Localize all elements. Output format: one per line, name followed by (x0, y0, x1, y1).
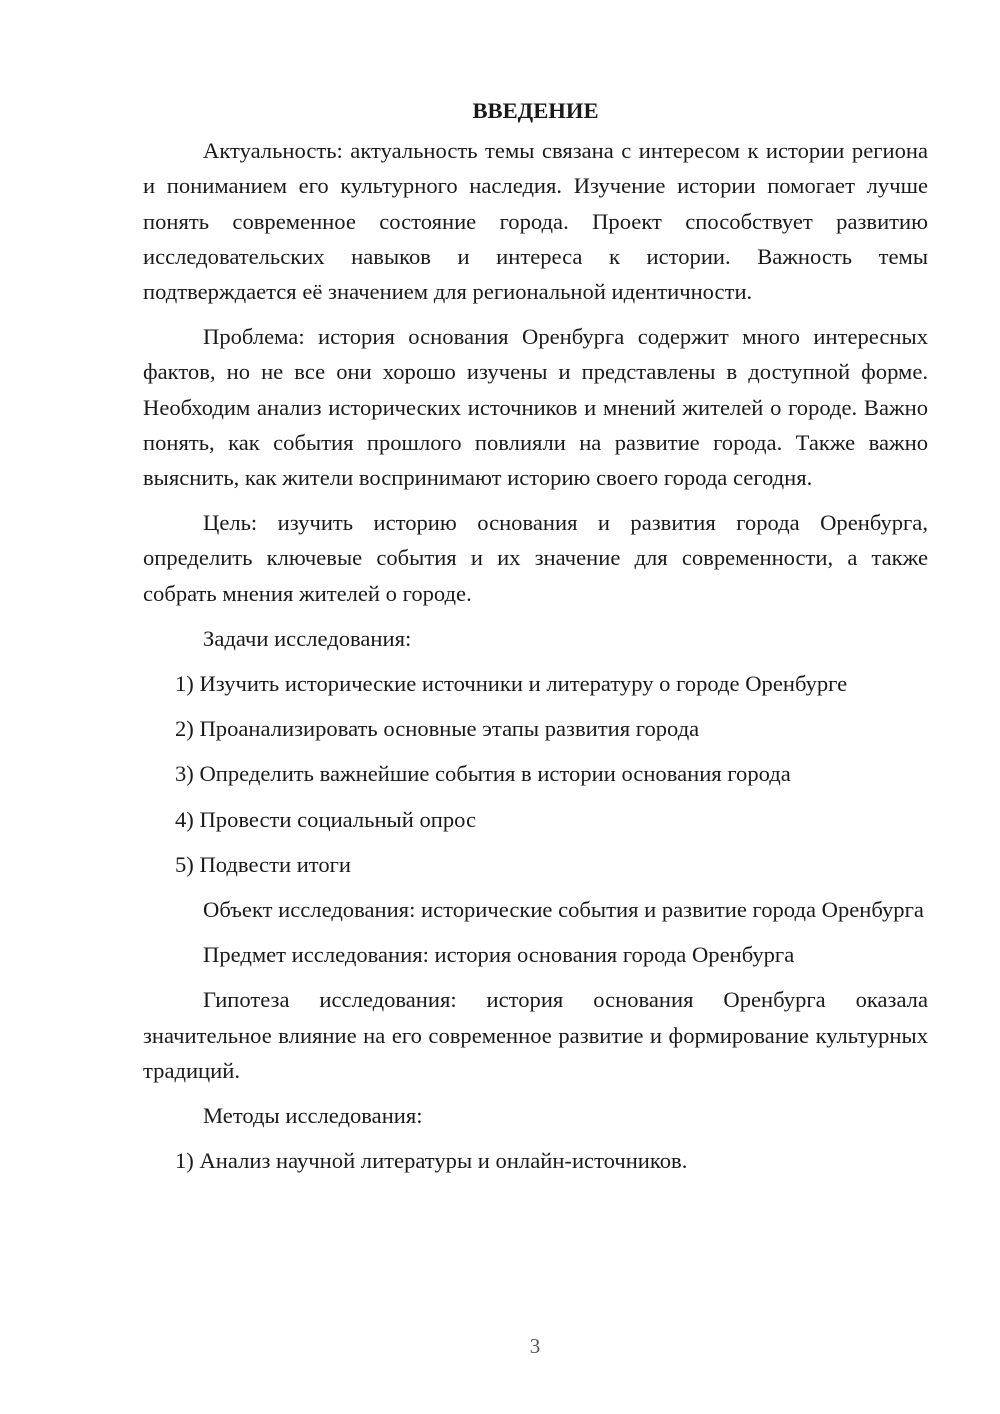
section-heading: ВВЕДЕНИЕ (472, 98, 599, 123)
subject-paragraph: Предмет исследования: история основания города Оренбурга (203, 942, 795, 968)
task-item: 4) Провести социальный опрос (175, 806, 477, 832)
method-item: 1) Анализ научной литературы и онлайн-источников. (175, 1148, 688, 1174)
task-item: 2) Проанализировать основные этапы развития города (175, 716, 700, 742)
task-item: 1) Изучить исторические источники и литературу о городе Оренбурге (175, 671, 848, 697)
object-paragraph: Объект исследования: исторические события и развитие города Оренбурга (203, 897, 924, 923)
goal-paragraph: Цель: изучить историю основания и развития города Оренбурга, определить ключевые события и их значение для современности, а также собрать мнения жителей о городе. (143, 510, 928, 606)
task-item: 5) Подвести итоги (175, 851, 352, 877)
problem-paragraph: Проблема: история основания Оренбурга содержит много интересных фактов, но не все они хорошо изучены и представлены в доступной форме. Необходим анализ исторических источников и мнений жителей о городе. Важно понять, как события прошлого повлияли на развитие города. Также важно выяснить, как жители воспринимают историю своего города сегодня. (143, 324, 928, 491)
methods-title: Методы исследования: (203, 1103, 423, 1129)
hypothesis-paragraph: Гипотеза исследования: история основания Оренбурга оказала значительное влияние на его современное развитие и формирование культурных традиций. (143, 987, 928, 1083)
task-item: 3) Определить важнейшие события в истории основания города (175, 761, 791, 787)
relevance-paragraph: Актуальность: актуальность темы связана с интересом к истории региона и пониманием его культурного наследия. Изучение истории помогает лучше понять современное состояние города. Проект способствует развитию исследовательских навыков и интереса к истории. Важность темы подтверждается её значением для региональной идентичности. (143, 138, 928, 305)
page-content (143, 93, 928, 1188)
page-number: 3 (529, 1334, 541, 1358)
tasks-title: Задачи исследования: (203, 625, 412, 651)
